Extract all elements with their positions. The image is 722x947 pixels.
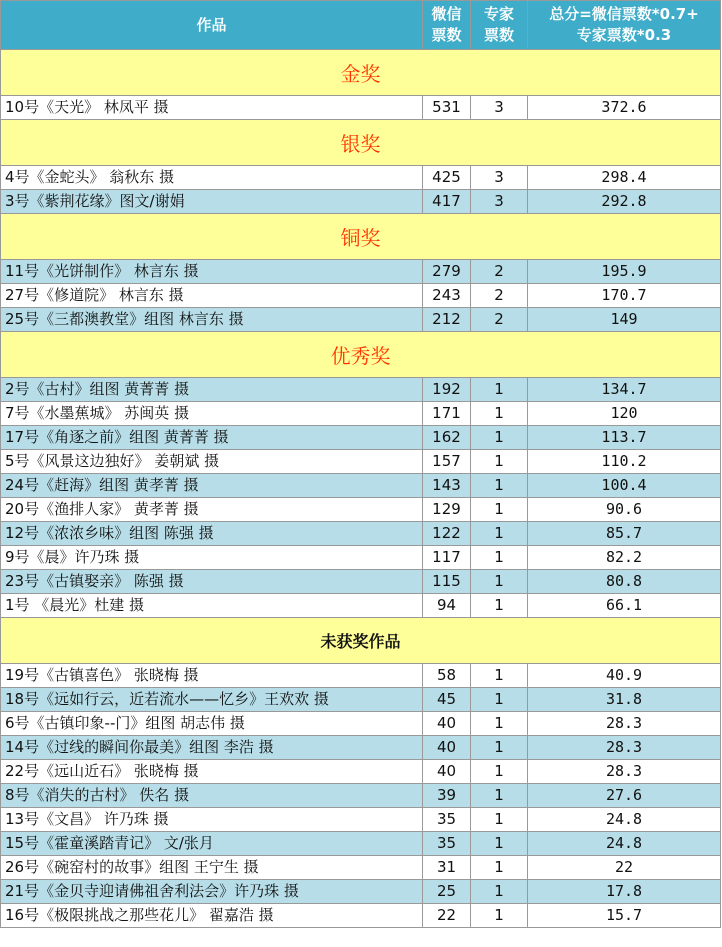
expert-votes-cell: 1 (471, 570, 528, 594)
wechat-votes-cell: 39 (423, 784, 471, 808)
table-row (1, 522, 721, 546)
work-cell: 2号《古村》组图 黄菁菁 摄 (1, 378, 423, 402)
total-score-cell: 170.7 (528, 284, 721, 308)
table-row (1, 166, 721, 190)
table-row (1, 880, 721, 904)
table-row (1, 760, 721, 784)
expert-votes-cell: 1 (471, 546, 528, 570)
total-score-cell: 90.6 (528, 498, 721, 522)
header-total-line1: 总分=微信票数*0.7+ (549, 5, 699, 23)
table-row (1, 594, 721, 618)
work-cell: 27号《修道院》 林言东 摄 (1, 284, 423, 308)
expert-votes-cell: 2 (471, 260, 528, 284)
total-score-cell: 292.8 (528, 190, 721, 214)
work-cell: 6号《古镇印象--门》组图 胡志伟 摄 (1, 712, 423, 736)
table-row (1, 474, 721, 498)
work-cell: 3号《紫荆花缘》图文/谢娟 (1, 190, 423, 214)
total-score-cell: 372.6 (528, 96, 721, 120)
section-title: 金奖 (1, 50, 721, 96)
wechat-votes-cell: 45 (423, 688, 471, 712)
expert-votes-cell: 1 (471, 498, 528, 522)
table-row (1, 402, 721, 426)
wechat-votes-cell: 40 (423, 760, 471, 784)
expert-votes-cell: 1 (471, 450, 528, 474)
wechat-votes-cell: 417 (423, 190, 471, 214)
wechat-votes-cell: 94 (423, 594, 471, 618)
expert-votes-cell: 1 (471, 688, 528, 712)
wechat-votes-cell: 40 (423, 736, 471, 760)
expert-votes-cell: 3 (471, 190, 528, 214)
section-title: 未获奖作品 (1, 618, 721, 664)
expert-votes-cell: 1 (471, 664, 528, 688)
section-row (1, 50, 721, 96)
wechat-votes-cell: 425 (423, 166, 471, 190)
table-row (1, 808, 721, 832)
wechat-votes-cell: 157 (423, 450, 471, 474)
wechat-votes-cell: 192 (423, 378, 471, 402)
table-row (1, 688, 721, 712)
total-score-cell: 40.9 (528, 664, 721, 688)
section-row (1, 332, 721, 378)
total-score-cell: 66.1 (528, 594, 721, 618)
table-row (1, 190, 721, 214)
work-cell: 24号《赶海》组图 黄孝菁 摄 (1, 474, 423, 498)
work-cell: 22号《远山近石》 张晓梅 摄 (1, 760, 423, 784)
table-row (1, 260, 721, 284)
results-table-body (1, 1, 721, 928)
work-cell: 12号《浓浓乡味》组图 陈强 摄 (1, 522, 423, 546)
header-expert-line2: 票数 (483, 26, 514, 44)
wechat-votes-cell: 279 (423, 260, 471, 284)
section-title: 铜奖 (1, 214, 721, 260)
total-score-cell: 85.7 (528, 522, 721, 546)
work-cell: 18号《远如行云，近若流水——忆乡》王欢欢 摄 (1, 688, 423, 712)
header-total-line2: 专家票数*0.3 (576, 26, 672, 44)
header-wechat-line2: 票数 (431, 26, 462, 44)
header-row (1, 1, 721, 50)
wechat-votes-cell: 22 (423, 904, 471, 928)
expert-votes-cell: 2 (471, 284, 528, 308)
expert-votes-cell: 1 (471, 378, 528, 402)
header-wechat-votes (423, 1, 471, 50)
header-expert-votes (471, 1, 528, 50)
total-score-cell: 82.2 (528, 546, 721, 570)
total-score-cell: 28.3 (528, 760, 721, 784)
wechat-votes-cell: 35 (423, 808, 471, 832)
work-cell: 14号《过线的瞬间你最美》组图 李浩 摄 (1, 736, 423, 760)
wechat-votes-cell: 115 (423, 570, 471, 594)
expert-votes-cell: 2 (471, 308, 528, 332)
table-row (1, 450, 721, 474)
expert-votes-cell: 1 (471, 880, 528, 904)
work-cell: 17号《角逐之前》组图 黄菁菁 摄 (1, 426, 423, 450)
total-score-cell: 24.8 (528, 808, 721, 832)
wechat-votes-cell: 58 (423, 664, 471, 688)
header-expert-line1: 专家 (483, 5, 514, 23)
expert-votes-cell: 1 (471, 832, 528, 856)
wechat-votes-cell: 35 (423, 832, 471, 856)
section-title: 优秀奖 (1, 332, 721, 378)
wechat-votes-cell: 143 (423, 474, 471, 498)
expert-votes-cell: 1 (471, 522, 528, 546)
work-cell: 19号《古镇喜色》 张晓梅 摄 (1, 664, 423, 688)
table-row (1, 832, 721, 856)
total-score-cell: 31.8 (528, 688, 721, 712)
expert-votes-cell: 1 (471, 904, 528, 928)
wechat-votes-cell: 243 (423, 284, 471, 308)
section-row (1, 214, 721, 260)
expert-votes-cell: 1 (471, 784, 528, 808)
work-cell: 25号《三都澳教堂》组图 林言东 摄 (1, 308, 423, 332)
table-row (1, 856, 721, 880)
wechat-votes-cell: 212 (423, 308, 471, 332)
wechat-votes-cell: 31 (423, 856, 471, 880)
table-row (1, 498, 721, 522)
expert-votes-cell: 1 (471, 402, 528, 426)
table-row (1, 426, 721, 450)
table-row (1, 308, 721, 332)
expert-votes-cell: 1 (471, 736, 528, 760)
wechat-votes-cell: 531 (423, 96, 471, 120)
total-score-cell: 100.4 (528, 474, 721, 498)
table-row (1, 736, 721, 760)
total-score-cell: 15.7 (528, 904, 721, 928)
wechat-votes-cell: 25 (423, 880, 471, 904)
header-total-score (528, 1, 721, 50)
work-cell: 15号《霍童溪踏青记》 文/张月 (1, 832, 423, 856)
total-score-cell: 28.3 (528, 712, 721, 736)
work-cell: 23号《古镇娶亲》 陈强 摄 (1, 570, 423, 594)
work-cell: 5号《风景这边独好》 姜朝斌 摄 (1, 450, 423, 474)
expert-votes-cell: 1 (471, 474, 528, 498)
work-cell: 1号 《晨光》杜建 摄 (1, 594, 423, 618)
expert-votes-cell: 3 (471, 166, 528, 190)
wechat-votes-cell: 122 (423, 522, 471, 546)
total-score-cell: 80.8 (528, 570, 721, 594)
header-wechat-line1: 微信 (431, 5, 462, 23)
wechat-votes-cell: 162 (423, 426, 471, 450)
work-cell: 10号《天光》 林凤平 摄 (1, 96, 423, 120)
expert-votes-cell: 1 (471, 808, 528, 832)
wechat-votes-cell: 171 (423, 402, 471, 426)
table-row (1, 546, 721, 570)
table-row (1, 570, 721, 594)
total-score-cell: 195.9 (528, 260, 721, 284)
work-cell: 20号《渔排人家》 黄孝菁 摄 (1, 498, 423, 522)
total-score-cell: 134.7 (528, 378, 721, 402)
table-row (1, 664, 721, 688)
expert-votes-cell: 1 (471, 712, 528, 736)
wechat-votes-cell: 117 (423, 546, 471, 570)
section-row (1, 120, 721, 166)
table-row (1, 284, 721, 308)
total-score-cell: 22 (528, 856, 721, 880)
total-score-cell: 27.6 (528, 784, 721, 808)
expert-votes-cell: 1 (471, 856, 528, 880)
expert-votes-cell: 1 (471, 426, 528, 450)
total-score-cell: 24.8 (528, 832, 721, 856)
table-row (1, 904, 721, 928)
work-cell: 26号《碗窑村的故事》组图 王宁生 摄 (1, 856, 423, 880)
table-row (1, 96, 721, 120)
work-cell: 13号《文昌》 许乃珠 摄 (1, 808, 423, 832)
table-row (1, 712, 721, 736)
total-score-cell: 17.8 (528, 880, 721, 904)
total-score-cell: 120 (528, 402, 721, 426)
wechat-votes-cell: 40 (423, 712, 471, 736)
work-cell: 21号《金贝寺迎请佛祖舍利法会》许乃珠 摄 (1, 880, 423, 904)
expert-votes-cell: 1 (471, 594, 528, 618)
expert-votes-cell: 3 (471, 96, 528, 120)
work-cell: 7号《水墨蕉城》 苏闽英 摄 (1, 402, 423, 426)
table-row (1, 378, 721, 402)
table-row (1, 784, 721, 808)
expert-votes-cell: 1 (471, 760, 528, 784)
work-cell: 11号《光饼制作》 林言东 摄 (1, 260, 423, 284)
total-score-cell: 298.4 (528, 166, 721, 190)
total-score-cell: 28.3 (528, 736, 721, 760)
wechat-votes-cell: 129 (423, 498, 471, 522)
work-cell: 16号《极限挑战之那些花儿》 翟嘉浩 摄 (1, 904, 423, 928)
work-cell: 8号《消失的古村》 佚名 摄 (1, 784, 423, 808)
total-score-cell: 110.2 (528, 450, 721, 474)
total-score-cell: 149 (528, 308, 721, 332)
section-row (1, 618, 721, 664)
work-cell: 9号《晨》许乃珠 摄 (1, 546, 423, 570)
total-score-cell: 113.7 (528, 426, 721, 450)
header-work: 作品 (1, 1, 423, 50)
section-title: 银奖 (1, 120, 721, 166)
work-cell: 4号《金蛇头》 翁秋东 摄 (1, 166, 423, 190)
